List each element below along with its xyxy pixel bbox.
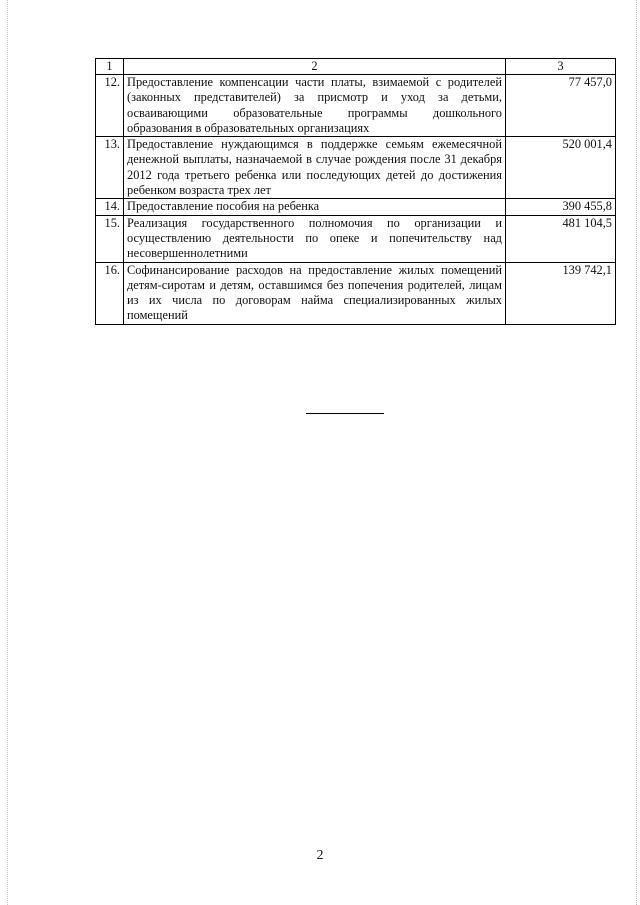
table-row xyxy=(96,75,616,137)
scan-edge-right xyxy=(636,0,637,905)
column-header-description: 2 xyxy=(124,59,506,75)
row-amount: 390 455,8 xyxy=(506,199,616,215)
row-amount: 77 457,0 xyxy=(506,75,616,137)
row-number: 13. xyxy=(96,137,124,199)
column-header-amount: 3 xyxy=(506,59,616,75)
table-header-row xyxy=(96,59,616,75)
scan-edge-left xyxy=(7,0,8,905)
page-number: 2 xyxy=(316,848,324,863)
row-number: 16. xyxy=(96,262,124,324)
row-number: 14. xyxy=(96,199,124,215)
row-number: 15. xyxy=(96,215,124,262)
row-description: Предоставление компенсации части платы, взимаемой с родителей (законных представителей) за присмотр и уход за детьми, осваивающими образовательные программы дошкольного образования в образовательных организациях xyxy=(124,75,506,137)
row-description: Предоставление пособия на ребенка xyxy=(124,199,506,215)
closing-separator-line xyxy=(306,413,384,414)
table-row xyxy=(96,215,616,262)
row-description: Реализация государственного полномочия по организации и осуществлению деятельности по опеке и попечительству над несовершеннолетними xyxy=(124,215,506,262)
table-row xyxy=(96,262,616,324)
row-amount: 139 742,1 xyxy=(506,262,616,324)
table-row xyxy=(96,137,616,199)
row-description: Софинансирование расходов на предоставление жилых помещений детям-сиротам и детям, оставшимся без попечения родителей, лицам из их числа по договорам найма специализированных жилых помещений xyxy=(124,262,506,324)
column-header-number: 1 xyxy=(96,59,124,75)
row-number: 12. xyxy=(96,75,124,137)
row-amount: 520 001,4 xyxy=(506,137,616,199)
row-description: Предоставление нуждающимся в поддержке семьям ежемесячной денежной выплаты, назначаемой в случае рождения после 31 декабря 2012 года третьего ребенка или последующих детей до достижения ребенком возраста трех лет xyxy=(124,137,506,199)
row-amount: 481 104,5 xyxy=(506,215,616,262)
table-row xyxy=(96,199,616,215)
budget-table xyxy=(95,58,616,325)
